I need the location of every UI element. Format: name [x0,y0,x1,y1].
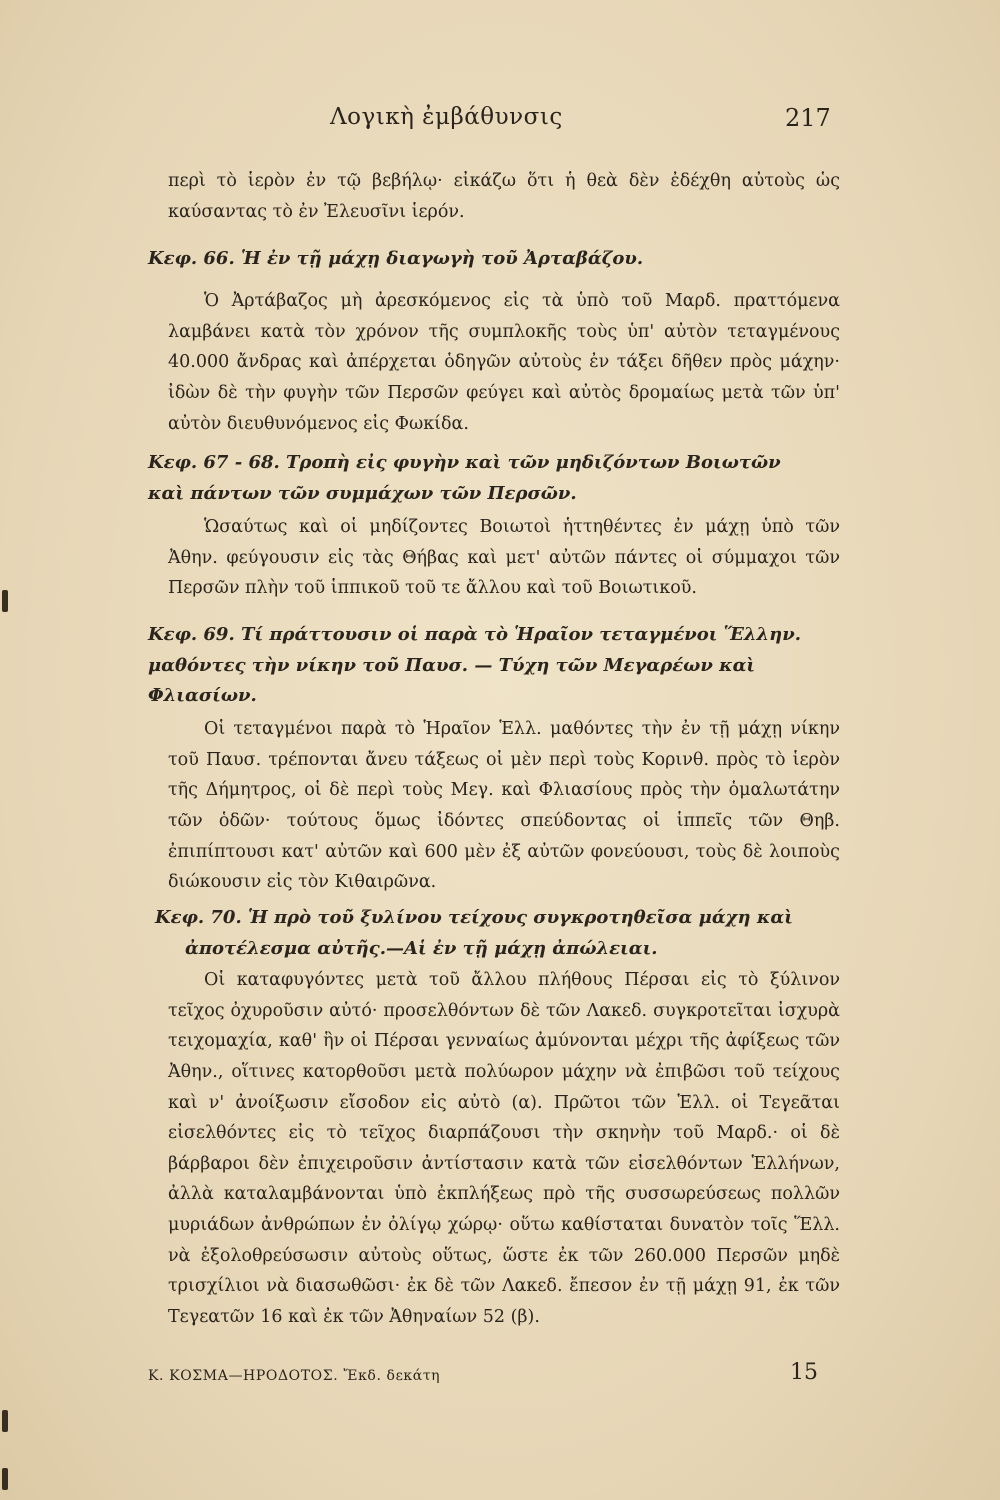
chapter-body-69-text: Οἱ τεταγμένοι παρὰ τὸ Ἡραῖον Ἑλλ. μαθόντες τὴν ἐν τῇ μάχῃ νίκην τοῦ Παυσ. τρέπονται ἄνευ τάξεως οἱ μὲν περὶ τοὺς Κορινθ. πρὸς τὸ ἱερὸν τῆς Δήμητρος, οἱ δὲ περὶ τοὺς Μεγ. καὶ Φλιασίους πρὸς τὴν ὁμαλωτάτην τῶν ὁδῶν· τούτους ὅμως ἰδόντες σπεύδοντας οἱ ἱππεῖς τῶν Θηβ. ἐπιπίπτουσι κατ' αὐτῶν καὶ 600 μὲν ἐξ αὐτῶν φονεύουσι, τοὺς δὲ λοιποὺς διώκουσιν εἰς τὸν Κιθαιρῶνα. [168,719,840,893]
chapter-body-66 [168,286,840,439]
margin-mark [2,1468,8,1490]
chapter-heading-67-68 [148,448,848,509]
footer-imprint: Κ. ΚΟΣΜΑ—ΗΡΟΔΟΤΟΣ. Ἔκδ. δεκάτη [148,1368,441,1384]
continuation-text: περὶ τὸ ἱερὸν ἐν τῷ βεβήλῳ· εἰκάζω ὅτι ἡ θεὰ δὲν ἐδέχθη αὐτοὺς ὡς καύσαντας τὸ ἐν Ἐλευσῖνι ἱερόν. [168,171,840,222]
chapter-heading-70-cont: ἀποτέλεσμα αὐτῆς.—Αἱ ἐν τῇ μάχῃ ἀπώλειαι. [185,937,658,959]
chapter-body-69 [168,714,840,898]
chapter-body-66-text: Ὁ Ἀρτάβαζος μὴ ἀρεσκόμενος εἰς τὰ ὑπὸ τοῦ Μαρδ. πραττόμενα λαμβάνει κατὰ τὸν χρόνον τῆς συμπλοκῆς τοὺς ὑπ' αὐτὸν τεταγμένους 40.000 ἄνδρας καὶ ἀπέρχεται ὁδηγῶν αὐτοὺς ἐν τάξει δῆθεν πρὸς μάχην· ἰδὼν δὲ τὴν φυγὴν τῶν Περσῶν φεύγει καὶ αὐτὸς δρομαίως μετὰ τῶν ὑπ' αὐτὸν διευθυνόμενος εἰς Φωκίδα. [168,291,840,434]
page-number: 217 [785,104,831,132]
chapter-body-70-text: Οἱ καταφυγόντες μετὰ τοῦ ἄλλου πλήθους Πέρσαι εἰς τὸ ξύλινον τεῖχος ὀχυροῦσιν αὐτό· προσελθόντων δὲ τῶν Λακεδ. συγκροτεῖται ἰσχυρὰ τειχομαχία, καθ' ἣν οἱ Πέρσαι γενναίως ἀμύνονται μέχρι τῆς ἀφίξεως τῶν Ἀθην., οἵτινες κατορθοῦσι μετὰ πολύωρον μάχην νὰ ἐπιβῶσι τοῦ τείχους καὶ ν' ἀνοίξωσιν εἴσοδον εἰς αὐτὸ (α). Πρῶτοι τῶν Ἑλλ. οἱ Τεγεᾶται εἰσελθόντες εἰς τὸ τεῖχος διαρπάζουσι τὴν σκηνὴν τοῦ Μαρδ.· οἱ δὲ βάρβαροι δὲν ἐπιχειροῦσιν ἀντίστασιν κατὰ τῶν εἰσελθόντων Ἑλλήνων, ἀλλὰ καταλαμβάνονται ὑπὸ ἐκπλήξεως πρὸ τῆς συσσωρεύσεως πολλῶν μυριάδων ἀνθρώπων ἐν ὀλίγῳ χώρῳ· οὕτω καθίσταται δυνατὸν τοῖς Ἕλλ. νὰ ἐξολοθρεύσωσιν αὐτοὺς οὕτως, ὥστε ἐκ τῶν 260.000 Περσῶν μηδὲ τρισχίλιοι νὰ διασωθῶσι· ἐκ δὲ τῶν Λακεδ. ἔπεσον ἐν τῇ μάχῃ 91, ἐκ τῶν Τεγεατῶν 16 καὶ ἐκ τῶν Ἀθηναίων 52 (β). [168,970,840,1327]
chapter-heading-66-text: Κεφ. 66. Ἡ ἐν τῇ μάχῃ διαγωγὴ τοῦ Ἀρταβάζου. [148,248,644,269]
chapter-body-67-68 [168,512,840,604]
chapter-body-67-68-text: Ὡσαύτως καὶ οἱ μηδίζοντες Βοιωτοὶ ἡττηθέντες ἐν μάχῃ ὑπὸ τῶν Ἀθην. φεύγουσιν εἰς τὰς Θήβας καὶ μετ' αὐτῶν πάντες οἱ σύμμαχοι τῶν Περσῶν πλὴν τοῦ ἱππικοῦ τοῦ τε ἄλλου καὶ τοῦ Βοιωτικοῦ. [168,517,840,599]
continuation-paragraph [168,166,840,227]
page-footer [0,1360,1000,1400]
chapter-heading-69-text: Κεφ. 69. Τί πράττουσιν οἱ παρὰ τὸ Ἡραῖον τεταγμένοι Ἕλλην. [148,624,802,645]
chapter-heading-67-68-text: Κεφ. 67 - 68. Τροπὴ εἰς φυγὴν καὶ τῶν μηδιζόντων Βοιωτῶν [148,452,781,473]
chapter-heading-66 [148,248,848,269]
margin-mark [2,1410,8,1432]
page-header [0,104,1000,144]
chapter-body-70 [168,965,840,1333]
margin-mark [2,590,8,612]
chapter-heading-69-cont: μαθόντες τὴν νίκην τοῦ Παυσ. — Τύχη τῶν Μεγαρέων καὶ Φλιασίων. [148,654,756,707]
running-title: Λογικὴ ἐμβάθυνσις [330,104,563,130]
chapter-heading-67-68-cont: καὶ πάντων τῶν συμμάχων τῶν Περσῶν. [148,482,577,504]
chapter-heading-70-text: Κεφ. 70. Ἡ πρὸ τοῦ ξυλίνου τείχους συγκροτηθεῖσα μάχη καὶ [155,907,793,928]
chapter-heading-70 [155,903,845,964]
chapter-heading-69 [148,620,848,712]
signature-mark: 15 [790,1360,818,1385]
